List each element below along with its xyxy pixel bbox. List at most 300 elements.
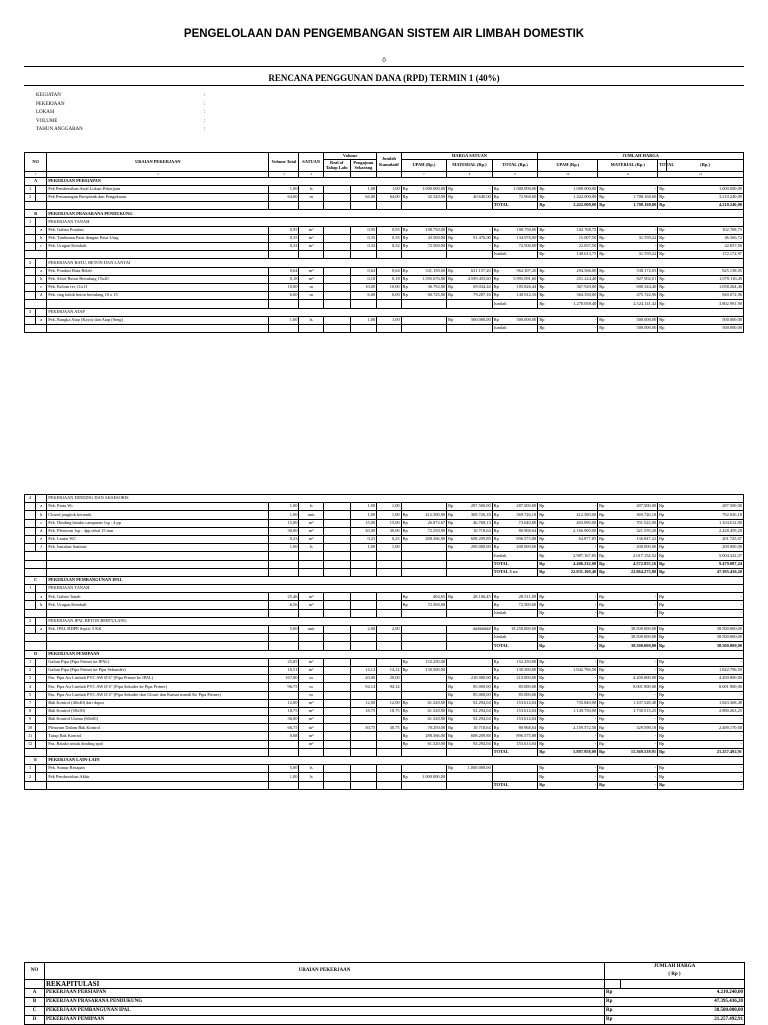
table-cell: 8.001.900,00: [667, 683, 744, 691]
table-cell: -: [667, 781, 744, 789]
table-cell: Rp: [598, 773, 607, 781]
table-cell: 0,95: [269, 226, 299, 234]
meta-colon: :: [204, 110, 206, 115]
table-cell: 70.250,00: [410, 724, 447, 732]
table-cell: [323, 716, 350, 724]
table-cell: -: [667, 658, 744, 666]
table-cell: [447, 251, 493, 259]
table-cell: [401, 560, 447, 568]
table-cell: Rp: [538, 691, 547, 699]
table-cell: 130.500,00: [410, 666, 447, 674]
table-cell: Rp: [538, 544, 547, 552]
table-cell: Rp: [538, 707, 547, 715]
meta-label: KEGIATAN: [36, 93, 61, 98]
table-cell: [456, 601, 493, 609]
total-row: [25, 560, 744, 568]
table-cell: Rp: [401, 535, 410, 543]
table-cell: [25, 552, 47, 560]
col-number: 1: [25, 171, 47, 177]
table-cell: TOTAL: [492, 560, 538, 568]
table-cell: Rp: [447, 732, 456, 740]
rekap-cell: PEKERJAAN PEMBANGUNAN IPAL: [45, 1007, 605, 1016]
table-cell: 1.708.160,00: [607, 193, 658, 201]
table-row: [25, 699, 744, 707]
table-cell: 631.157,20: [456, 267, 493, 275]
table-cell: 412.500,00: [547, 511, 598, 519]
table-cell: 80.968,64: [501, 527, 538, 535]
table-cell: Rp: [401, 732, 410, 740]
table-row: [25, 707, 744, 715]
table-cell: 825.138,05: [667, 267, 744, 275]
total-row: [25, 748, 744, 756]
table-cell: [377, 658, 401, 666]
table-cell: 152.250,00: [501, 658, 538, 666]
table-cell: [456, 658, 493, 666]
table-cell: [47, 748, 269, 756]
table-cell: Rp: [658, 601, 667, 609]
subtotal-row: [25, 251, 744, 259]
table-cell: 200.000,00: [456, 544, 493, 552]
table-cell: 1,00: [269, 503, 299, 511]
table-cell: -: [547, 781, 598, 789]
table-cell: m: [299, 283, 323, 291]
table-cell: 1.149.750,00: [547, 707, 598, 715]
header-jh-rp: (Rp.): [667, 159, 744, 171]
table-cell: Pek. Galian Pondasi: [47, 226, 269, 234]
table-cell: 80.968,64: [501, 724, 538, 732]
table-cell: TOTAL: [492, 748, 538, 756]
table-cell: 152.250,00: [410, 658, 447, 666]
table-cell: 0,64: [269, 267, 299, 275]
table-cell: [25, 609, 47, 617]
table-cell: 130.500,00: [501, 666, 538, 674]
table-row: [25, 316, 744, 324]
table-cell: -: [547, 740, 598, 748]
table-cell: Rp: [658, 675, 667, 683]
table-cell: [299, 202, 323, 210]
table-cell: [401, 568, 447, 576]
table-cell: [447, 634, 493, 642]
table-cell: 1.843.368,48: [667, 699, 744, 707]
table-cell: [323, 634, 350, 642]
table-cell: Rp: [492, 316, 501, 324]
table-cell: [350, 601, 377, 609]
table-cell: [36, 666, 47, 674]
table-cell: 0,18: [377, 275, 401, 283]
table-cell: [47, 251, 269, 259]
table-cell: 608.209,88: [456, 535, 493, 543]
table-cell: [269, 748, 299, 756]
table-row: [25, 234, 744, 242]
table-cell: Rp: [598, 724, 607, 732]
table-cell: 22.837,50: [547, 243, 598, 251]
section-row: [25, 177, 744, 185]
table-cell: Rp: [658, 511, 667, 519]
table-cell: Rp: [447, 503, 456, 511]
table-cell: [25, 626, 36, 634]
table-cell: 4.572.855,16: [607, 560, 658, 568]
table-cell: 15.369.539,91: [607, 748, 658, 756]
table-cell: 5.887.958,00: [547, 748, 598, 756]
table-cell: 61.320,00: [410, 716, 447, 724]
table-cell: [401, 324, 447, 332]
table-cell: 108.750,00: [410, 226, 447, 234]
table-cell: [269, 202, 299, 210]
table-cell: Rp: [538, 609, 547, 617]
table-cell: [410, 316, 447, 324]
table-cell: 475.722,96: [607, 292, 658, 300]
table-cell: 61.320,00: [410, 740, 447, 748]
table-cell: 92.294,04: [456, 716, 493, 724]
rpd-table-top: [24, 152, 744, 333]
table-cell: 60.725,00: [410, 292, 447, 300]
table-cell: ########: [456, 626, 493, 634]
table-cell: [323, 519, 350, 527]
table-cell: 38.500.000,00: [607, 626, 658, 634]
table-cell: 4: [25, 683, 36, 691]
rekap-cell: Rp: [605, 1016, 621, 1025]
table-cell: m²: [299, 699, 323, 707]
table-cell: Rp: [658, 275, 667, 283]
table-cell: m: [299, 292, 323, 300]
table-cell: Rp: [538, 666, 547, 674]
table-cell: Rp: [447, 593, 456, 601]
table-cell: 1,00: [377, 511, 401, 519]
table-cell: [36, 259, 47, 267]
table-cell: 782.026,18: [667, 511, 744, 519]
table-cell: 94,14: [350, 683, 377, 691]
rekap-cell: Rp: [605, 998, 621, 1007]
table-cell: [401, 251, 447, 259]
table-cell: Rp: [401, 601, 410, 609]
table-cell: Rp: [492, 527, 501, 535]
table-cell: [492, 773, 501, 781]
table-cell: 0,23: [269, 535, 299, 543]
table-cell: Rp: [492, 740, 501, 748]
table-header: [25, 153, 744, 172]
table-cell: 64.877,85: [547, 535, 598, 543]
table-cell: Rp: [492, 193, 501, 201]
table-cell: 1.107.528,48: [607, 699, 658, 707]
table-cell: Pek. Lantai WC: [47, 535, 269, 543]
table-cell: [36, 683, 47, 691]
table-cell: 21.257.492,91: [667, 748, 744, 756]
table-cell: m³: [299, 666, 323, 674]
table-cell: 6,00: [269, 292, 299, 300]
table-cell: [36, 724, 47, 732]
header-volume: Volume: [323, 153, 376, 160]
table-cell: 20,00: [350, 675, 377, 683]
rekap-cell: A: [25, 989, 45, 998]
table-cell: [36, 691, 47, 699]
table-cell: 31.559,22: [607, 234, 658, 242]
table-cell: 79.287,16: [456, 292, 493, 300]
table-cell: a: [36, 593, 47, 601]
table-cell: 2.524.141,42: [607, 300, 658, 308]
table-cell: 500.000,00: [667, 324, 744, 332]
table-cell: PEKERJAAN PEMIPAAN: [47, 650, 744, 658]
table-cell: Pek. Rangka Atap (Kayu) dan Atap (Seng): [47, 316, 269, 324]
table-cell: m³: [299, 658, 323, 666]
table-cell: [401, 609, 447, 617]
table-cell: [36, 707, 47, 715]
table-cell: Rp: [598, 765, 607, 773]
table-cell: Pek. Sloof Beton Bertulang 15x20: [47, 275, 269, 283]
table-cell: 136.847,22: [607, 535, 658, 543]
table-cell: Rp: [538, 234, 547, 242]
table-cell: TOTAL: [492, 642, 538, 650]
table-cell: -: [547, 765, 598, 773]
document-title: PENGELOLAAN DAN PENGEMBANGAN SISTEM AIR LIMBAH DOMESTIK: [183, 28, 585, 40]
table-cell: 72.500,00: [410, 601, 447, 609]
table-cell: m²: [299, 707, 323, 715]
table-cell: 840.072,96: [667, 292, 744, 300]
rekap-row: [25, 1016, 745, 1025]
table-cell: 61.320,00: [410, 699, 447, 707]
table-cell: [36, 218, 47, 226]
table-cell: Rp: [658, 568, 667, 576]
table-cell: 9.479.087,24: [667, 560, 744, 568]
table-cell: 1,00: [377, 185, 401, 193]
table-cell: [47, 560, 269, 568]
table-cell: Rp: [598, 732, 607, 740]
table-cell: 1,00: [269, 511, 299, 519]
table-cell: [377, 601, 401, 609]
table-cell: 2.987.167,85: [547, 552, 598, 560]
table-cell: 43.500,00: [410, 234, 447, 242]
table-cell: 172.172,97: [667, 251, 744, 259]
table-cell: [377, 560, 401, 568]
table-cell: [410, 765, 447, 773]
table-cell: [456, 666, 493, 674]
table-cell: 0,23: [350, 535, 377, 543]
table-row: [25, 724, 744, 732]
col-number: 4: [299, 171, 323, 177]
table-cell: [269, 300, 299, 308]
table-cell: Rp: [598, 275, 607, 283]
table-row: [25, 226, 744, 234]
subtotal-row: [25, 300, 744, 308]
table-cell: -: [667, 773, 744, 781]
table-cell: Rp: [598, 601, 607, 609]
table-cell: -: [607, 601, 658, 609]
table-cell: 364.350,00: [547, 292, 598, 300]
subsection-row: [25, 495, 744, 503]
table-cell: [401, 202, 447, 210]
table-cell: 72.500,00: [410, 243, 447, 251]
table-cell: Rp: [538, 292, 547, 300]
table-cell: [47, 609, 269, 617]
table-cell: 1.395.676,00: [410, 275, 447, 283]
table-cell: Rp: [598, 511, 607, 519]
table-cell: [350, 658, 377, 666]
table-cell: [401, 781, 447, 789]
table-cell: 1,00: [350, 544, 377, 552]
table-cell: -: [456, 185, 493, 193]
rekap-cell: Rp: [605, 989, 621, 998]
table-cell: Tutup Bak Kontrol: [47, 732, 269, 740]
table-cell: -: [547, 593, 598, 601]
table-cell: 2.489.170,68: [667, 724, 744, 732]
table-cell: PEKERJAAN LAIN-LAIN: [47, 757, 744, 765]
table-cell: Rp: [447, 193, 456, 201]
table-cell: 15,00: [377, 519, 401, 527]
table-cell: Rp: [658, 234, 667, 242]
table-cell: [447, 300, 493, 308]
table-cell: PEKERJAAN IPAL BETON BERTULANG: [47, 617, 744, 625]
table-cell: TOTAL 5 wc: [492, 568, 538, 576]
table-cell: [36, 585, 47, 593]
table-cell: 3: [25, 675, 36, 683]
table-cell: 2: [25, 617, 36, 625]
table-cell: Rp: [598, 251, 607, 259]
table-cell: Rp: [658, 251, 667, 259]
table-cell: Rp: [538, 716, 547, 724]
header-jh-upah: UPAH (Rp.): [538, 159, 598, 171]
table-cell: Rp: [447, 740, 456, 748]
table-cell: Rp: [492, 666, 501, 674]
table-cell: 0,35: [269, 234, 299, 242]
table-cell: Rp: [598, 226, 607, 234]
table-cell: [25, 560, 47, 568]
table-cell: 10: [25, 724, 36, 732]
table-row: [25, 626, 744, 634]
table-cell: 200.000,00: [501, 544, 538, 552]
table-cell: Rp: [598, 243, 607, 251]
table-cell: Rp: [658, 683, 667, 691]
table-cell: [401, 503, 410, 511]
table-cell: Rp: [598, 675, 607, 683]
table-cell: [323, 535, 350, 543]
table-cell: [25, 634, 47, 642]
table-cell: [323, 185, 350, 193]
table-cell: Rp: [658, 316, 667, 324]
table-cell: Rp: [538, 193, 547, 201]
table-cell: m³: [299, 234, 323, 242]
table-cell: Closed jongkok keramik: [47, 511, 269, 519]
table-cell: 85.000,00: [501, 691, 538, 699]
table-cell: 30,00: [350, 527, 377, 535]
table-cell: Rp: [658, 185, 667, 193]
subsection-row: [25, 308, 744, 316]
table-cell: -: [607, 666, 658, 674]
table-cell: Rp: [598, 642, 607, 650]
header-jumlah-harga: JUMLAH HARGA: [538, 153, 744, 160]
table-cell: 0,18: [269, 275, 299, 283]
table-cell: 2.428.459,20: [667, 527, 744, 535]
table-cell: [377, 716, 401, 724]
table-cell: Pek. Urugan Kembali: [47, 601, 269, 609]
table-cell: [47, 642, 269, 650]
subtotal-row: [25, 609, 744, 617]
table-cell: Rp: [538, 552, 547, 560]
table-cell: 16,51: [269, 666, 299, 674]
table-cell: 22.031.160,40: [547, 568, 598, 576]
table-cell: -: [547, 642, 598, 650]
table-cell: 91.476,00: [456, 234, 493, 242]
table-row: [25, 283, 744, 291]
table-cell: Rp: [598, 634, 607, 642]
table-cell: a: [36, 626, 47, 634]
table-cell: Pek. Galian Tanah: [47, 593, 269, 601]
rekap-cell: B: [25, 998, 45, 1007]
table-cell: [447, 773, 456, 781]
table-cell: 4.406.232,08: [547, 560, 598, 568]
table-cell: Rp: [401, 243, 410, 251]
table-cell: Rp: [447, 226, 456, 234]
table-cell: 0,68: [269, 732, 299, 740]
table-cell: Rp: [492, 707, 501, 715]
table-cell: Rp: [658, 658, 667, 666]
table-cell: Rp: [598, 748, 607, 756]
table-cell: Rp: [401, 283, 410, 291]
table-cell: Rp: [538, 226, 547, 234]
table-cell: 9: [25, 716, 36, 724]
table-cell: Rp: [538, 202, 547, 210]
table-row: [25, 773, 744, 781]
table-cell: [350, 634, 377, 642]
table-cell: 72.500,00: [501, 601, 538, 609]
table-cell: Rp: [538, 781, 547, 789]
table-cell: Rp: [492, 699, 501, 707]
table-cell: 12,00: [377, 699, 401, 707]
table-cell: Plesteran Dalam Bak Kontrol: [47, 724, 269, 732]
table-cell: m: [299, 691, 323, 699]
table-cell: C: [25, 576, 47, 584]
table-cell: 4.200.000,00: [607, 675, 658, 683]
table-cell: Rp: [658, 535, 667, 543]
table-cell: 30,75: [350, 724, 377, 732]
table-cell: [323, 552, 350, 560]
table-cell: Rp: [598, 267, 607, 275]
table-cell: [25, 202, 47, 210]
table-cell: 735.840,00: [547, 699, 598, 707]
table-cell: Rp: [492, 724, 501, 732]
meta-colon: :: [204, 118, 206, 124]
table-cell: Rp: [538, 773, 547, 781]
table-cell: [25, 748, 47, 756]
table-cell: [377, 609, 401, 617]
table-cell: 10.718,64: [456, 724, 493, 732]
table-cell: [350, 593, 377, 601]
table-cell: [323, 503, 350, 511]
table-cell: Rp: [447, 511, 456, 519]
table-cell: 140.613,75: [547, 251, 598, 259]
table-cell: [323, 748, 350, 756]
table-cell: 3.802.991,90: [667, 300, 744, 308]
table-cell: 1.842.796,50: [547, 666, 598, 674]
table-cell: [47, 324, 269, 332]
table-cell: m³: [299, 267, 323, 275]
table-cell: Rp: [447, 724, 456, 732]
meta-colon: :: [204, 101, 206, 107]
table-cell: [350, 716, 377, 724]
table-cell: [410, 626, 447, 634]
table-cell: 287.500,00: [607, 503, 658, 511]
table-cell: [299, 560, 323, 568]
table-cell: [350, 552, 377, 560]
table-cell: 140.012,16: [501, 292, 538, 300]
table-row: [25, 740, 744, 748]
table-cell: 18,75: [377, 707, 401, 715]
table-cell: [25, 234, 36, 242]
table-cell: [401, 683, 410, 691]
table-cell: PEKERJAAN TANAH: [47, 585, 744, 593]
table-cell: [447, 748, 493, 756]
table-cell: 1.708.160,00: [607, 202, 658, 210]
table-cell: 2.159.572,50: [547, 724, 598, 732]
table-cell: Rp: [401, 193, 410, 201]
